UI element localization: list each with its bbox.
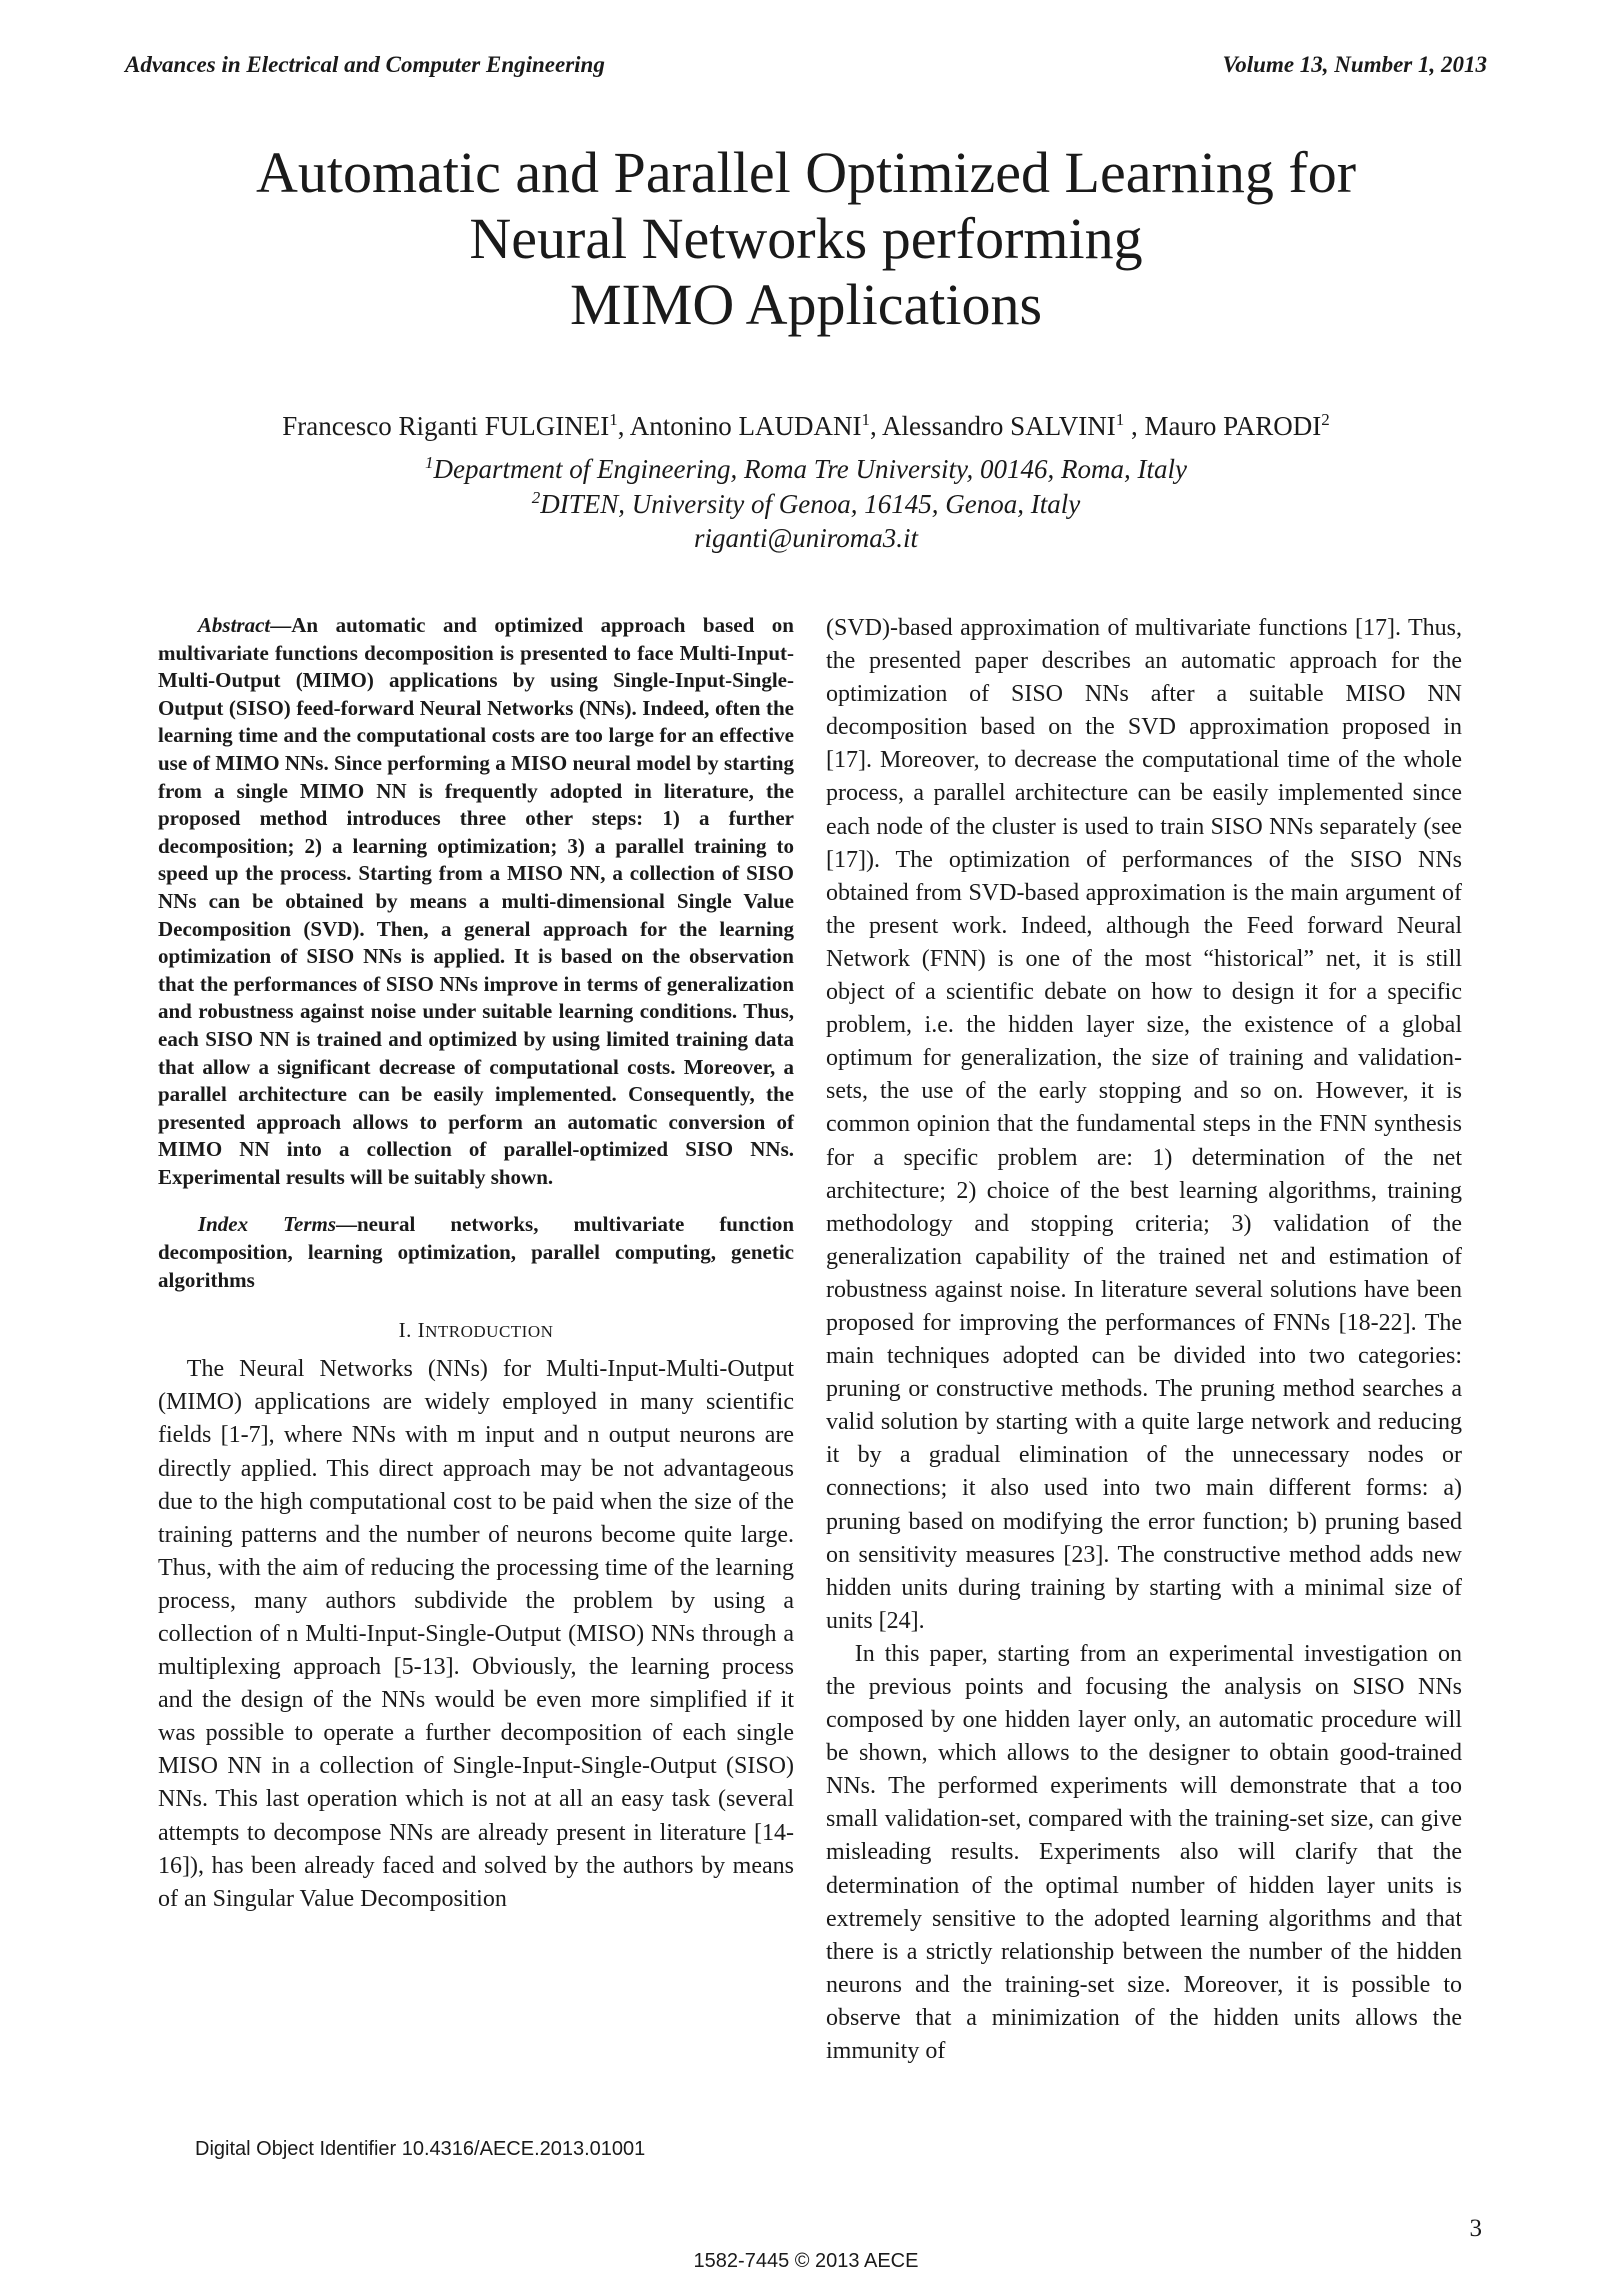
contact-email: riganti@uniroma3.it (693, 523, 919, 553)
author-1-affiliation-mark: 1 (609, 410, 618, 429)
paper-title (110, 140, 1502, 338)
affiliation-2 (110, 488, 1502, 520)
affiliation-2-text: DITEN, University of Genoa, 16145, Genoa, Italy (540, 489, 1081, 519)
affiliation-1-text: Department of Engineering, Roma Tre University, 00146, Roma, Italy (433, 454, 1187, 484)
page-number: 3 (1469, 2215, 1482, 2242)
author-1: Francesco Riganti FULGINEI (282, 411, 610, 441)
section-heading-introduction (158, 1318, 794, 1343)
author-3: , Alessandro SALVINI (869, 411, 1116, 441)
author-2-affiliation-mark: 1 (861, 410, 870, 429)
issn-footer: 1582-7445 © 2013 AECE (693, 2250, 919, 2272)
author-2: , Antonino LAUDANI (617, 411, 862, 441)
title-line-3: MIMO Applications (569, 272, 1043, 337)
affiliation-1-mark: 1 (425, 453, 434, 472)
intro-paragraph: The Neural Networks (NNs) for Multi-Input-Multi-Output (MIMO) applications are widely employed in many scientific fields [1-7], where NNs with m input and n output neurons are directly applied. This direct approach may be not advantageous due to the high computational cost to be paid when the size of the training patterns and the number of neurons become quite large. Thus, with the aim of reducing the processing time of the learning process, many authors subdivide the problem by using a collection of n Multi-Input-Single-Output (MISO) NNs through a multiplexing approach [5-13]. Obviously, the learning process and the design of the NNs would be even more simplified if it was possible to operate a further decomposition of each single MISO NN in a collection of Single-Input-Single-Output (SISO) NNs. This last operation which is not at all an easy task (several attempts to decompose NNs are already present in literature [14-16]), has been already faced and solved by the authors by means of an Singular Value Decomposition (158, 1356, 794, 1912)
right-paragraph-2: In this paper, starting from an experimental investigation on the previous points and focusing the analysis on SISO NNs composed by one hidden layer only, an automatic procedure will be shown, which allows to the designer to obtain good-trained NNs. The performed experiments will demonstrate that a too small validation-set, compared with the training-set size, can give misleading results. Experiments also will clarify that the determination of the optimal number of hidden layer units is extremely sensitive to the adopted learning algorithms and that there is a strictly relationship between the number of the hidden neurons and the training-set size. Moreover, it is possible to observe that a minimization of the hidden units allows the immunity of (826, 1640, 1462, 2065)
author-list (110, 410, 1502, 442)
running-header-journal: Advances in Electrical and Computer Engineering (125, 52, 605, 77)
right-paragraph-1: (SVD)-based approximation of multivariate functions [17]. Thus, the presented paper describes an automatic approach for the optimization of SISO NNs after a suitable MISO NN decomposition based on the SVD approximation proposed in [17]. Moreover, to decrease the computational time of the whole process, a parallel architecture can be easily implemented since each node of the cluster is used to train SISO NNs separately (see [17]). The optimization of performances of the SISO NNs obtained from SVD-based approximation is the main argument of the present work. Indeed, although the Feed forward Neural Network (FNN) is one of the most “historical” net, it is still object of a scientific debate on how to design it for a specific problem, i.e. the hidden layer size, the existence of a global optimum for generalization, the size of training and validation-sets, the use of the early stopping and so on. However, it is common opinion that the fundamental steps in the FNN synthesis for a specific problem are: 1) determination of the net architecture; 2) choice of the best learning algorithms, training methodology and stopping criteria; 3) validation of the generalization capability of the trained net and estimation of robustness against noise. In literature several solutions have been proposed for improving the performances of FNNs [18-22]. The main techniques adopted can be divided into two categories: pruning or constructive methods. The pruning method searches a valid solution by starting with a quite large network and reducing it by a gradual elimination of the unnecessary nodes or connections; it also used into two main different forms: a) pruning based on modifying the error function; b) pruning based on sensitivity measures [23]. The constructive method adds new hidden units during training by starting with a minimal size of units [24]. (826, 615, 1462, 1634)
section-title: NTRODUCTION (425, 1322, 554, 1342)
abstract-label: Abstract (197, 613, 271, 637)
affiliation-1 (110, 453, 1502, 485)
author-4: , Mauro PARODI (1124, 411, 1322, 441)
right-column (826, 612, 1462, 2068)
abstract (158, 612, 794, 1191)
index-terms (158, 1211, 794, 1294)
index-terms-text: —neural networks, multivariate function decomposition, learning optimization, parallel computing, genetic algorithms (158, 1212, 794, 1292)
running-header-volume: Volume 13, Number 1, 2013 (1222, 52, 1487, 77)
index-terms-label: Index Terms (197, 1212, 336, 1237)
title-line-2: Neural Networks performing (469, 206, 1143, 271)
title-line-1: Automatic and Parallel Optimized Learning for (255, 140, 1357, 205)
left-column (158, 612, 794, 1916)
author-4-affiliation-mark: 2 (1321, 410, 1330, 429)
affiliation-2-mark: 2 (531, 488, 541, 507)
section-number: I. I (398, 1318, 426, 1343)
abstract-text: —An automatic and optimized approach based on multivariate functions decomposition is presented to face Multi-Input-Multi-Output (MIMO) applications by using Single-Input-Single-Output (SISO) feed-forward Neural Networks (NNs). Indeed, often the learning time and the computational costs are too large for an effective use of MIMO NNs. Since performing a MISO neural model by starting from a single MIMO NN is frequently adopted in literature, the proposed method introduces three other steps: 1) a further decomposition; 2) a learning optimization; 3) a parallel training to speed up the process. Starting from a MISO NN, a collection of SISO NNs can be obtained by means a multi-dimensional Single Value Decomposition (SVD). Then, a general approach for the learning optimization of SISO NNs is applied. It is based on the observation that the performances of SISO NNs improve in terms of generalization and robustness against noise under suitable learning conditions. Thus, each SISO NN is trained and optimized by using limited training data that allow a significant decrease of computational costs. Moreover, a parallel architecture can be easily implemented. Consequently, the presented approach allows to perform an automatic conversion of MIMO NN into a collection of parallel-optimized SISO NNs. Experimental results will be suitably shown. (158, 613, 794, 1189)
doi-footnote: Digital Object Identifier 10.4316/AECE.2013.01001 (195, 2138, 646, 2160)
author-3-affiliation-mark: 1 (1115, 410, 1125, 429)
